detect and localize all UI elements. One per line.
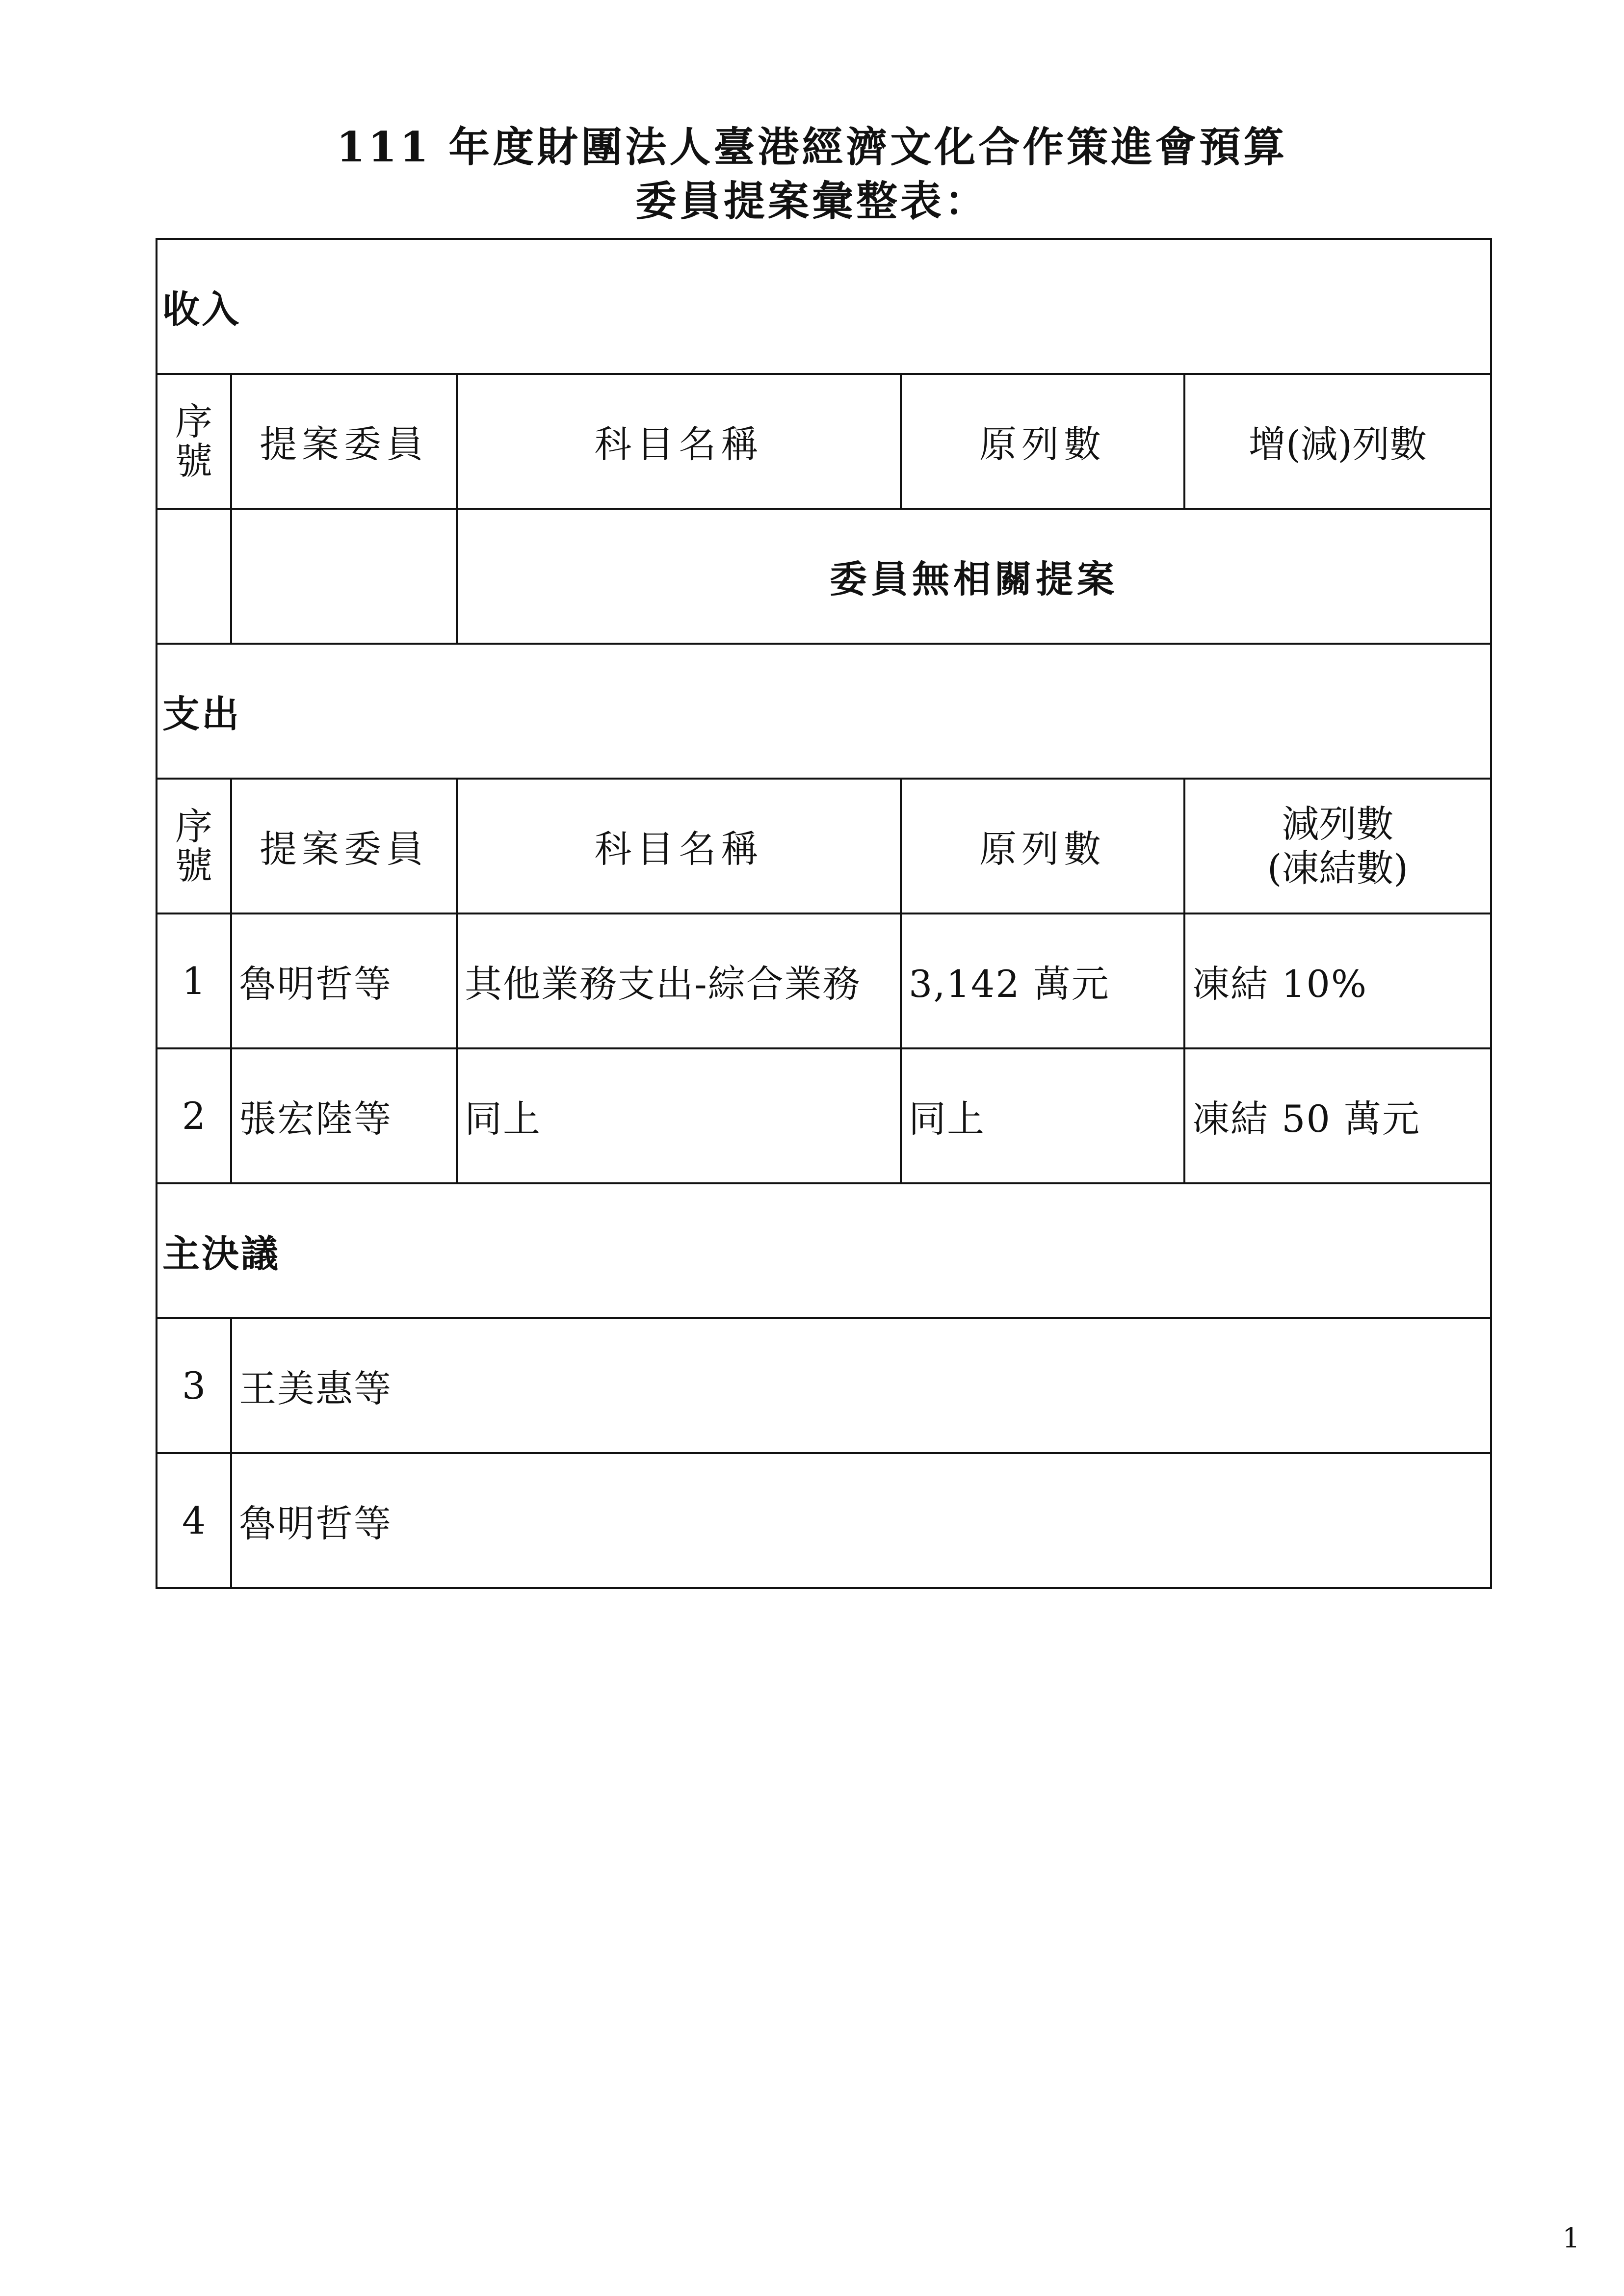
row-proposer: 魯明哲等 [231,1453,1491,1588]
income-header-proposer: 提案委員 [231,374,457,509]
income-empty-seq [157,509,231,644]
row-seq: 1 [157,913,231,1048]
table-row [157,1048,1491,1183]
income-header-seq [157,374,231,509]
row-proposer: 魯明哲等 [231,913,457,1048]
income-section-row [157,239,1491,374]
expenditure-section-row [157,644,1491,779]
row-original: 同上 [901,1048,1184,1183]
expenditure-header-original: 原列數 [901,779,1184,913]
resolution-section-label: 主決議 [157,1183,1491,1318]
row-original: 3,142 萬元 [901,913,1184,1048]
income-header-item: 科目名稱 [457,374,901,509]
row-proposer: 王美惠等 [231,1318,1491,1453]
row-seq: 2 [157,1048,231,1183]
income-no-proposal-row [157,509,1491,644]
expenditure-header-reduction [1184,779,1491,913]
expenditure-header-row [157,779,1491,913]
row-reduction: 凍結 10% [1184,913,1491,1048]
income-section-label: 收入 [157,239,1491,374]
row-item: 同上 [457,1048,901,1183]
row-seq: 4 [157,1453,231,1588]
income-no-proposal-note: 委員無相關提案 [457,509,1491,644]
table-row [157,1318,1491,1453]
document-title-line1: 111 年度財團法人臺港經濟文化合作策進會預算 [336,123,1288,171]
row-reduction: 凍結 50 萬元 [1184,1048,1491,1183]
table-row [157,1453,1491,1588]
expenditure-header-proposer: 提案委員 [231,779,457,913]
income-header-change: 增(減)列數 [1184,374,1491,509]
resolution-section-row [157,1183,1491,1318]
document-title-line2: 委員提案彙整表： [635,177,989,225]
income-empty-proposer [231,509,457,644]
expenditure-header-reduction-line2: (凍結數) [1267,846,1409,890]
expenditure-header-reduction-line1: 減列數 [1282,802,1394,846]
income-header-seq-text: 序號 [175,399,212,483]
row-item: 其他業務支出-綜合業務 [457,913,901,1048]
expenditure-header-item: 科目名稱 [457,779,901,913]
table-row [157,913,1491,1048]
expenditure-header-seq: 序號 [157,779,231,913]
income-header-row [157,374,1491,509]
page-number: 1 [1562,2222,1580,2254]
row-proposer: 張宏陸等 [231,1048,457,1183]
expenditure-section-label: 支出 [157,644,1491,779]
income-header-original: 原列數 [901,374,1184,509]
row-seq: 3 [157,1318,231,1453]
proposal-summary-table [156,238,1492,1589]
